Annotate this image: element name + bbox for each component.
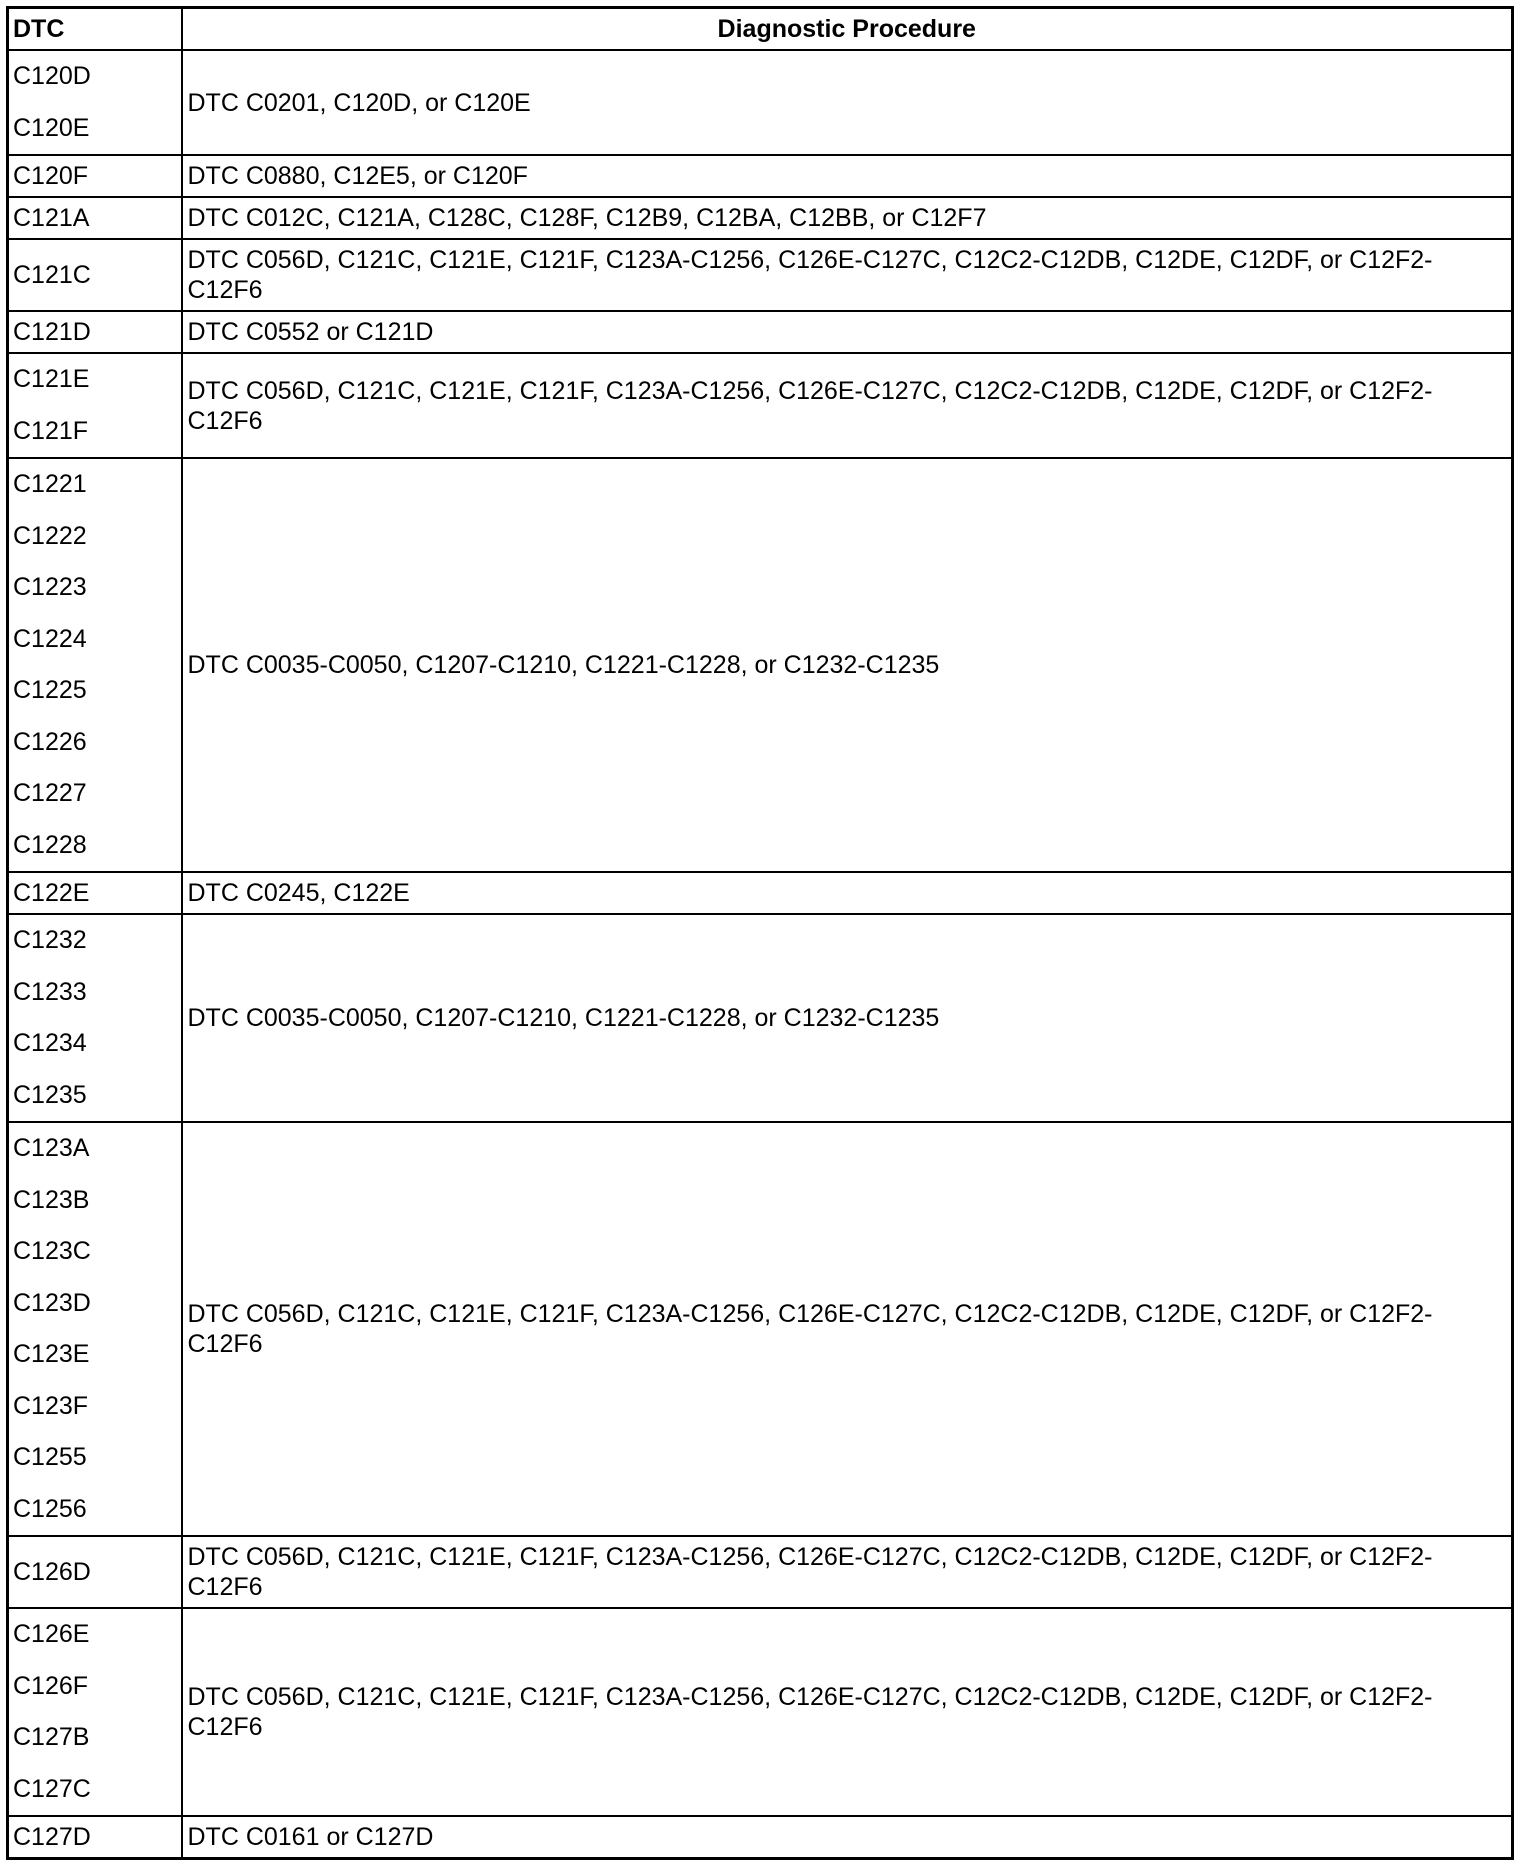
dtc-code: C1227 (13, 779, 87, 807)
dtc-code: C1224 (13, 624, 87, 653)
dtc-code: C1232 (13, 926, 87, 954)
dtc-code: C121A (13, 204, 90, 232)
table-row (8, 458, 1513, 872)
procedure-text: DTC C056D, C121C, C121E, C121F, C123A-C1256, C126E-C127C, C12C2-C12DB, C12DE, C12DF, or C12F2-C12F6 (187, 1683, 1433, 1741)
dtc-cell (8, 914, 182, 1122)
procedure-cell (182, 1536, 1513, 1608)
procedure-text: DTC C0552 or C121D (187, 318, 434, 346)
dtc-code: C120F (13, 162, 89, 190)
procedure-text: DTC C0161 or C127D (187, 1823, 434, 1851)
dtc-code: C121F (13, 416, 89, 445)
dtc-cell (8, 353, 182, 458)
dtc-code: C120D (13, 62, 91, 90)
dtc-code: C127C (13, 1774, 91, 1803)
procedure-text: DTC C056D, C121C, C121E, C121F, C123A-C1256, C126E-C127C, C12C2-C12DB, C12DE, C12DF, or C12F2-C12F6 (187, 1543, 1433, 1601)
dtc-code: C126D (13, 1558, 91, 1586)
procedure-text: DTC C0035-C0050, C1207-C1210, C1221-C1228, or C1232-C1235 (187, 1004, 940, 1032)
procedure-text: DTC C0245, C122E (187, 879, 410, 907)
dtc-code: C1221 (13, 470, 87, 498)
dtc-code: C127B (13, 1723, 90, 1751)
dtc-code: C1223 (13, 573, 87, 601)
table-row (8, 50, 1513, 155)
dtc-table (6, 6, 1514, 1860)
dtc-code: C123B (13, 1185, 90, 1214)
header-row (8, 8, 1513, 51)
dtc-code: C120E (13, 113, 90, 142)
dtc-code: C1225 (13, 676, 87, 704)
procedure-cell (182, 872, 1513, 914)
procedure-cell (182, 353, 1513, 458)
dtc-code: C123F (13, 1391, 89, 1420)
dtc-cell (8, 239, 182, 311)
dtc-cell (8, 1608, 182, 1816)
dtc-code: C1228 (13, 830, 87, 859)
dtc-code: C121D (13, 318, 91, 346)
procedure-text: DTC C056D, C121C, C121E, C121F, C123A-C1256, C126E-C127C, C12C2-C12DB, C12DE, C12DF, or C12F2-C12F6 (187, 376, 1433, 435)
dtc-code: C122E (13, 879, 90, 907)
dtc-code: C1256 (13, 1494, 87, 1523)
dtc-cell (8, 311, 182, 353)
dtc-code: C1234 (13, 1029, 87, 1057)
table-row (8, 155, 1513, 197)
procedure-cell (182, 197, 1513, 239)
dtc-code: C1235 (13, 1080, 87, 1109)
dtc-code: C1226 (13, 727, 87, 756)
table-row (8, 1536, 1513, 1608)
dtc-code: C127D (13, 1823, 91, 1851)
procedure-text: DTC C0880, C12E5, or C120F (187, 162, 528, 190)
table-header (8, 8, 1513, 51)
procedure-cell (182, 1608, 1513, 1816)
table-row (8, 1608, 1513, 1816)
procedure-text: DTC C056D, C121C, C121E, C121F, C123A-C1256, C126E-C127C, C12C2-C12DB, C12DE, C12DF, or C12F2-C12F6 (187, 1300, 1433, 1358)
dtc-cell (8, 1536, 182, 1608)
procedure-cell (182, 239, 1513, 311)
procedure-cell (182, 155, 1513, 197)
table-row (8, 311, 1513, 353)
dtc-cell (8, 872, 182, 914)
dtc-code: C121E (13, 365, 90, 393)
table-row (8, 197, 1513, 239)
procedure-text: DTC C0035-C0050, C1207-C1210, C1221-C1228, or C1232-C1235 (187, 651, 940, 679)
dtc-code: C123A (13, 1134, 90, 1162)
table-row (8, 1122, 1513, 1536)
procedure-cell (182, 1816, 1513, 1859)
dtc-code: C126E (13, 1620, 90, 1648)
header-dtc: DTC (8, 8, 182, 51)
procedure-cell (182, 311, 1513, 353)
dtc-code: C123C (13, 1237, 91, 1265)
procedure-cell (182, 1122, 1513, 1536)
procedure-cell (182, 458, 1513, 872)
procedure-text: DTC C0201, C120D, or C120E (187, 88, 531, 117)
table-row (8, 353, 1513, 458)
table-body (8, 50, 1513, 1859)
dtc-code: C123E (13, 1340, 90, 1368)
procedure-cell (182, 914, 1513, 1122)
dtc-cell (8, 197, 182, 239)
dtc-cell (8, 1816, 182, 1859)
table-row (8, 1816, 1513, 1859)
dtc-cell (8, 155, 182, 197)
dtc-code: C126F (13, 1671, 89, 1700)
dtc-code: C123D (13, 1288, 91, 1317)
dtc-code: C1233 (13, 977, 87, 1006)
dtc-cell (8, 458, 182, 872)
dtc-code: C121C (13, 261, 91, 289)
dtc-code: C1222 (13, 521, 87, 550)
procedure-text: DTC C012C, C121A, C128C, C128F, C12B9, C12BA, C12BB, or C12F7 (187, 204, 987, 232)
table-row (8, 239, 1513, 311)
table-row (8, 872, 1513, 914)
procedure-cell (182, 50, 1513, 155)
header-diagnostic-procedure: Diagnostic Procedure (182, 8, 1513, 51)
procedure-text: DTC C056D, C121C, C121E, C121F, C123A-C1256, C126E-C127C, C12C2-C12DB, C12DE, C12DF, or C12F2-C12F6 (187, 246, 1433, 304)
dtc-cell (8, 1122, 182, 1536)
table-row (8, 914, 1513, 1122)
dtc-code: C1255 (13, 1443, 87, 1471)
dtc-cell (8, 50, 182, 155)
